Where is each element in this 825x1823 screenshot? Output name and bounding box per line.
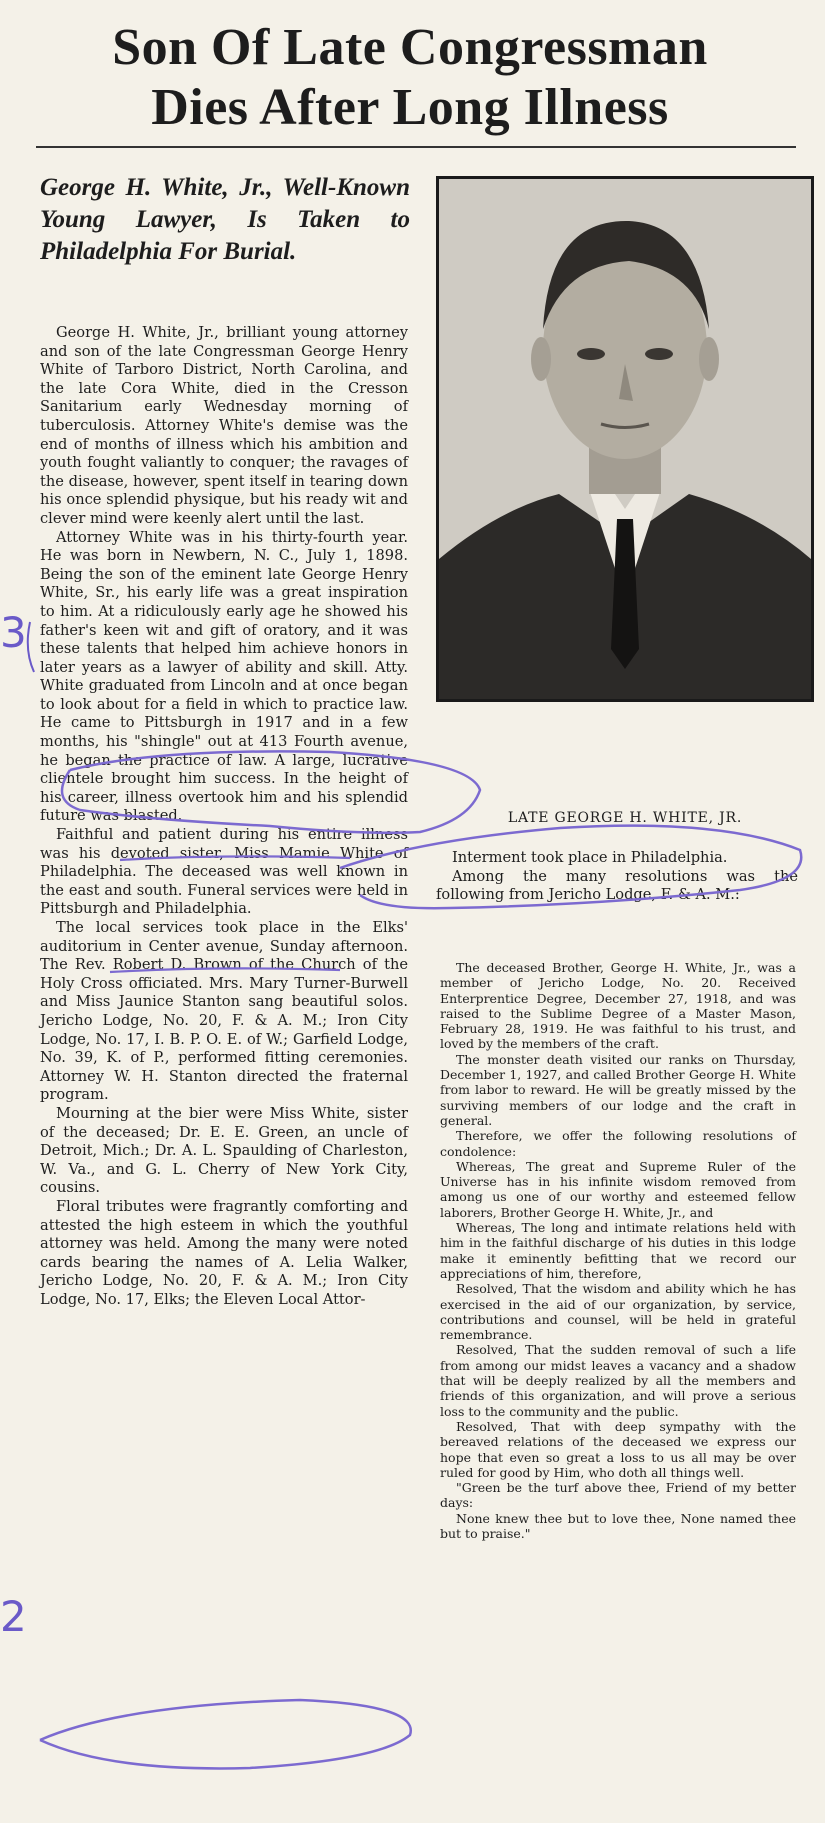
resolutions-column [440, 960, 796, 1541]
resolution-paragraph: Resolved, That with deep sympathy with the bereaved relations of the deceased we express our hope that even so great a loss to us all may be over ruled for good by Him, who doth all things well. [440, 1418, 796, 1480]
margin-mark-3: 3 [0, 608, 27, 657]
resolution-paragraph: Resolved, That the sudden removal of such a life from among our midst leaves a vacancy and a shadow that will be deeply realized by all the members and friends of this organization, and will prove a serious loss to the community and the public. [440, 1342, 796, 1419]
pen-tick-left [28, 622, 34, 672]
headline-line-1: Son Of Late Congressman [112, 19, 708, 76]
headline-line-2: Dies After Long Illness [151, 79, 669, 136]
photo-caption: LATE GEORGE H. WHITE, JR. [507, 810, 743, 826]
pen-circle-bottom [40, 1700, 411, 1768]
portrait-image [439, 179, 811, 699]
resolution-paragraph: The deceased Brother, George H. White, Jr., was a member of Jericho Lodge, No. 20. Received Enterprentice Degree, December 27, 1918, and was raised to the Sublime Degree of a Master Mason, February 28, 1919. He was faithful to his trust, and loved by the members of the craft. [440, 960, 796, 1052]
article-paragraph: Among the many resolutions was the following from Jericho Lodge, F. & A. M.: [436, 867, 798, 904]
resolution-paragraph: Therefore, we offer the following resolutions of condolence: [440, 1128, 796, 1159]
right-column-intro [436, 849, 798, 905]
article-paragraph: Attorney White was in his thirty-fourth year. He was born in Newbern, N. C., July 1, 1898. Being the son of the eminent late George Henry White, Sr., his early life was a great inspiration to him. At a ridiculously early age he showed his father's keen wit and gift of oratory, and it was these talents that helped him achieve honors in later years as a lawyer of ability and skill. Atty. White graduated from Lincoln and at once began to look about for a field in which to practice law. He came to Pittsburgh in 1917 and in a few months, his "shingle" out at 413 Fourth avenue, he began the practice of law. A large, lucrative clientele brought him success. In the height of his career, illness overtook him and his splendid future was blasted. [40, 528, 408, 825]
article-paragraph: Mourning at the bier were Miss White, sister of the deceased; Dr. E. E. Green, an uncle of Detroit, Mich.; Dr. A. L. Spaulding of Charleston, W. Va., and G. L. Cherry of New York City, cousins. [40, 1104, 408, 1197]
article-paragraph: Interment took place in Philadelphia. [452, 849, 728, 866]
headline [30, 18, 790, 138]
poem-line: None knew thee but to love thee, None named thee but to praise." [440, 1510, 796, 1541]
left-column [40, 324, 408, 1309]
resolution-paragraph: Resolved, That the wisdom and ability which he has exercised in the aid of our organization, by service, contributions and counsel, will be held in grateful remembrance. [440, 1281, 796, 1343]
resolution-paragraph: Whereas, The great and Supreme Ruler of the Universe has in his infinite wisdom removed from among us one of our worthy and esteemed fellow laborers, Brother George H. White, Jr., and [440, 1158, 796, 1220]
subheadline: George H. White, Jr., Well-Known Young Lawyer, Is Taken to Philadelphia For Burial. [40, 174, 410, 265]
article-paragraph: Floral tributes were fragrantly comforting and attested the high esteem in which the youthful attorney was held. Among the many were noted cards bearing the names of A. Lelia Walker, Jericho Lodge, No. 20, F. & A. M.; Iron City Lodge, No. 17, Elks; the Eleven Local Attor- [40, 1197, 408, 1308]
article-paragraph: The local services took place in the Elks' auditorium in Center avenue, Sunday afternoon. The Rev. Robert D. Brown of the Church of the Holy Cross officiated. Mrs. Mary Turner-Burwell and Miss Jaunice Stanton sang beautiful solos. Jericho Lodge, No. 20, F. & A. M.; Iron City Lodge, No. 17, I. B. P. O. E. of W.; Garfield Lodge, No. 39, K. of P., performed fitting ceremonies. Attorney W. H. Stanton directed the fraternal program. [40, 919, 408, 1104]
poem-line: "Green be the turf above thee, Friend of my better days: [440, 1480, 796, 1511]
resolution-paragraph: The monster death visited our ranks on Thursday, December 1, 1927, and called Brother George H. White from labor to reward. He will be greatly missed by the surviving members of our lodge and the craft in general. [440, 1051, 796, 1128]
article-paragraph: Faithful and patient during his entire illness was his devoted sister, Miss Mamie White of Philadelphia. The deceased was well known in the east and south. Funeral services were held in Pittsburgh and Philadelphia. [40, 826, 408, 918]
article-paragraph: George H. White, Jr., brilliant young attorney and son of the late Congressman George Henry White of Tarboro District, North Carolina, and the late Cora White, died in the Cresson Sanitarium early Wednesday morning of tuberculosis. Attorney White's demise was the end of months of illness which his ambition and youth fought valiantly to conquer; the ravages of the disease, however, spent itself in tearing down his once splendid physique, but his ready wit and clever mind were keenly alert until the last. [40, 324, 408, 527]
margin-mark-2: 2 [0, 1592, 27, 1641]
headline-rule [36, 146, 796, 148]
resolution-paragraph: Whereas, The long and intimate relations held with him in the faithful discharge of his duties in this lodge make it eminently befitting that we record our appreciations of him, therefore, [440, 1220, 796, 1281]
portrait-photo [436, 176, 814, 702]
